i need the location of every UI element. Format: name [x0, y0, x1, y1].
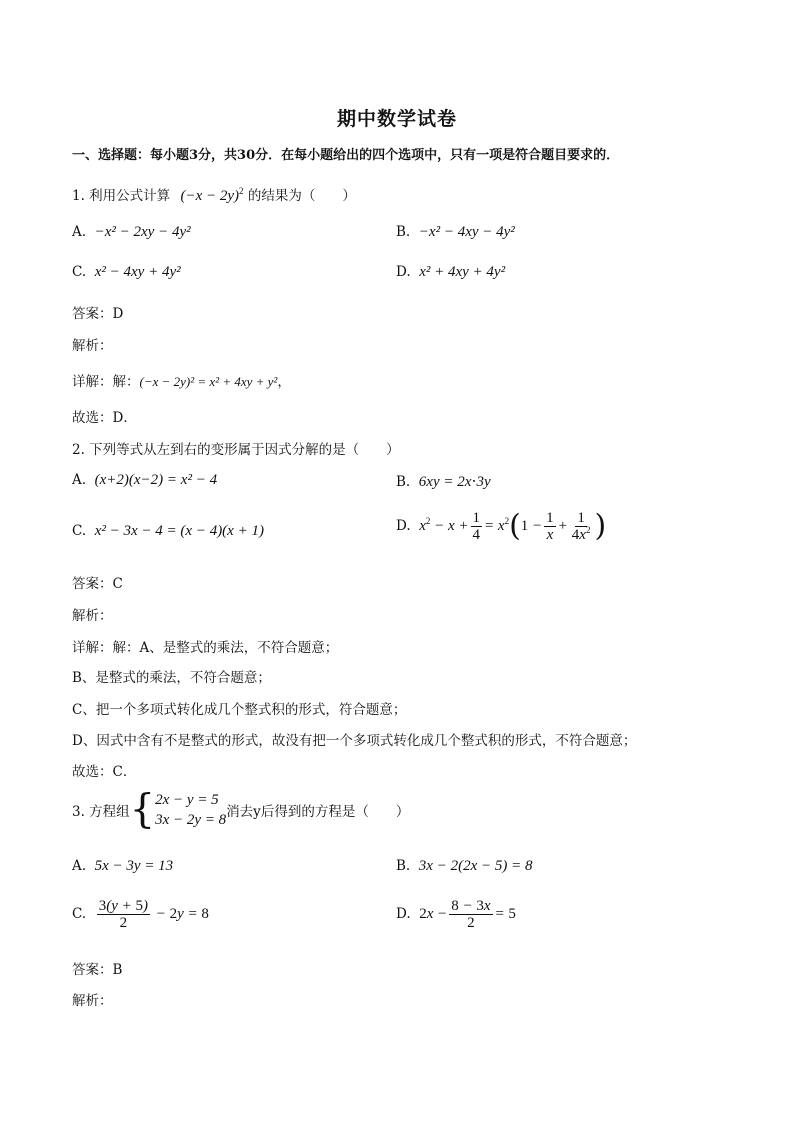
section-heading: 一、选择题：每小题3分，共30分．在每小题给出的四个选项中，只有一项是符合题目要求的．: [72, 148, 620, 163]
q1-stem-prefix: 1. 利用公式计算: [72, 188, 171, 204]
q3-equation-2: 3x − 2y = 8: [155, 812, 227, 828]
q2-answer: 答案：C: [72, 576, 123, 592]
q2-detail-3: C、把一个多项式转化成几个整式积的形式，符合题意；: [72, 702, 407, 718]
q2-option-d: D. $x^2 - x$ + $\frac{1}{4}$ = $x^2(1$ − $\frac{1}{x}$ + $\frac{1}{4x^2}$ ): [396, 508, 607, 544]
q3-answer: 答案：B: [72, 962, 123, 978]
q3-analysis-label: 解析：: [72, 993, 113, 1009]
q2-detail-2: B、是整式的乘法，不符合题意；: [72, 670, 271, 686]
q1-expression: $(-x - 2y)^2$: [180, 186, 244, 204]
q2-option-a: A. (x+2)(x−2) = x² − 4: [72, 472, 218, 488]
q3-option-a: A. 5x − 3y = 13: [72, 858, 174, 874]
q2-option-b: B. 6xy = 2x⋅3y: [396, 474, 491, 490]
q1-option-c: C. x² − 4xy + 4y²: [72, 264, 181, 280]
q2-option-c: C. x² − 3x − 4 = (x − 4)(x + 1): [72, 523, 264, 539]
q1-detail: 详解：解：(−x − 2y)² = x² + 4xy + y²，: [72, 374, 291, 390]
q3-equation-1: 2x − y = 5: [155, 792, 219, 808]
q2-detail-4: D、因式中含有不是整式的形式，故没有把一个多项式转化成几个整式积的形式，不符合题意；: [72, 733, 637, 749]
page-title: 期中数学试卷: [336, 108, 457, 130]
q1-answer: 答案：D: [72, 306, 124, 322]
q3-option-b: B. 3x − 2(2x − 5) = 8: [396, 858, 533, 874]
question-2-stem: 2. 下列等式从左到右的变形属于因式分解的是（ ）: [72, 442, 400, 458]
q1-stem-suffix: 的结果为（ ）: [247, 188, 356, 204]
question-1-stem: [72, 184, 356, 205]
q3-option-d: D. 2x − $\frac{8 - 3x}{2}$ = 5: [396, 898, 516, 931]
q2-analysis-label: 解析：: [72, 608, 113, 624]
q2-choose: 故选：C．: [72, 764, 137, 780]
q2-detail-1: 详解：解：A、是整式的乘法，不符合题意；: [72, 640, 339, 656]
q3-option-c: C. $\frac{3(y + 5)}{2}$ − 2y = 8: [72, 898, 209, 931]
q1-option-b: B. −x² − 4xy − 4y²: [396, 224, 515, 240]
q1-option-d: D. x² + 4xy + 4y²: [396, 264, 506, 280]
q1-choose: 故选：D．: [72, 410, 137, 426]
q1-option-a: A. −x² − 2xy − 4y²: [72, 224, 191, 240]
q1-analysis-label: 解析：: [72, 338, 113, 354]
question-3-stem: 3. 方程组{ 2x − y = 5 3x − 2y = 8 消去y后得到的方程是（ ）: [72, 787, 410, 833]
